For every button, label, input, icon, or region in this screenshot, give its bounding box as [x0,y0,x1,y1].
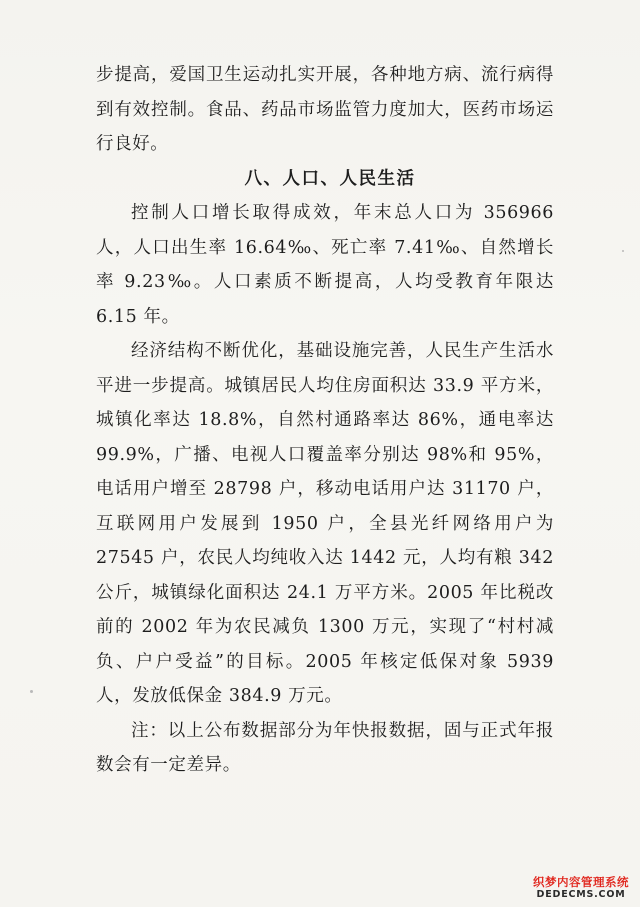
document-body [96,58,554,783]
paragraph-continuation: 步提高，爱国卫生运动扎实开展，各种地方病、流行病得到有效控制。食品、药品市场监管力度加大，医药市场运行良好。 [96,65,554,154]
watermark-title: 织梦内容管理系统 [533,875,629,889]
scan-speck [622,250,624,252]
site-watermark [528,875,634,901]
watermark-domain: DEDECMS.COM [536,889,626,900]
section-heading: 八、人口、人民生活 [244,168,416,189]
paragraph-living-standards: 经济结构不断优化，基础设施完善，人民生产生活水平进一步提高。城镇居民人均住房面积达 33.9 平方米，城镇化率达 18.8%，自然村通路率达 86%，通电率达 99.9%，广播、电视人口覆盖率分别达 98%和 95%，电话用户增至 28798 户，移动电话用户达 31170 户，互联网用户发展到 1950 户，全县光纤网络用户为 27545 户，农民人均纯收入达 1442 元，人均有粮 342 公斤，城镇绿化面积达 24.1 万平方米。2005 年比税改前的 2002 年为农民减负 1300 万元，实现了“村村减负、户户受益”的目标。2005 年核定低保对象 5939 人，发放低保金 384.9 万元。 [96,341,554,706]
paragraph-note: 注：以上公布数据部分为年快报数据，固与正式年报数会有一定差异。 [96,720,554,775]
paragraph-population: 控制人口增长取得成效，年末总人口为 356966 人，人口出生率 16.64‰、死亡率 7.41‰、自然增长率 9.23‰。人口素质不断提高，人均受教育年限达 6.15 年。 [96,203,554,327]
scan-speck [30,690,33,693]
